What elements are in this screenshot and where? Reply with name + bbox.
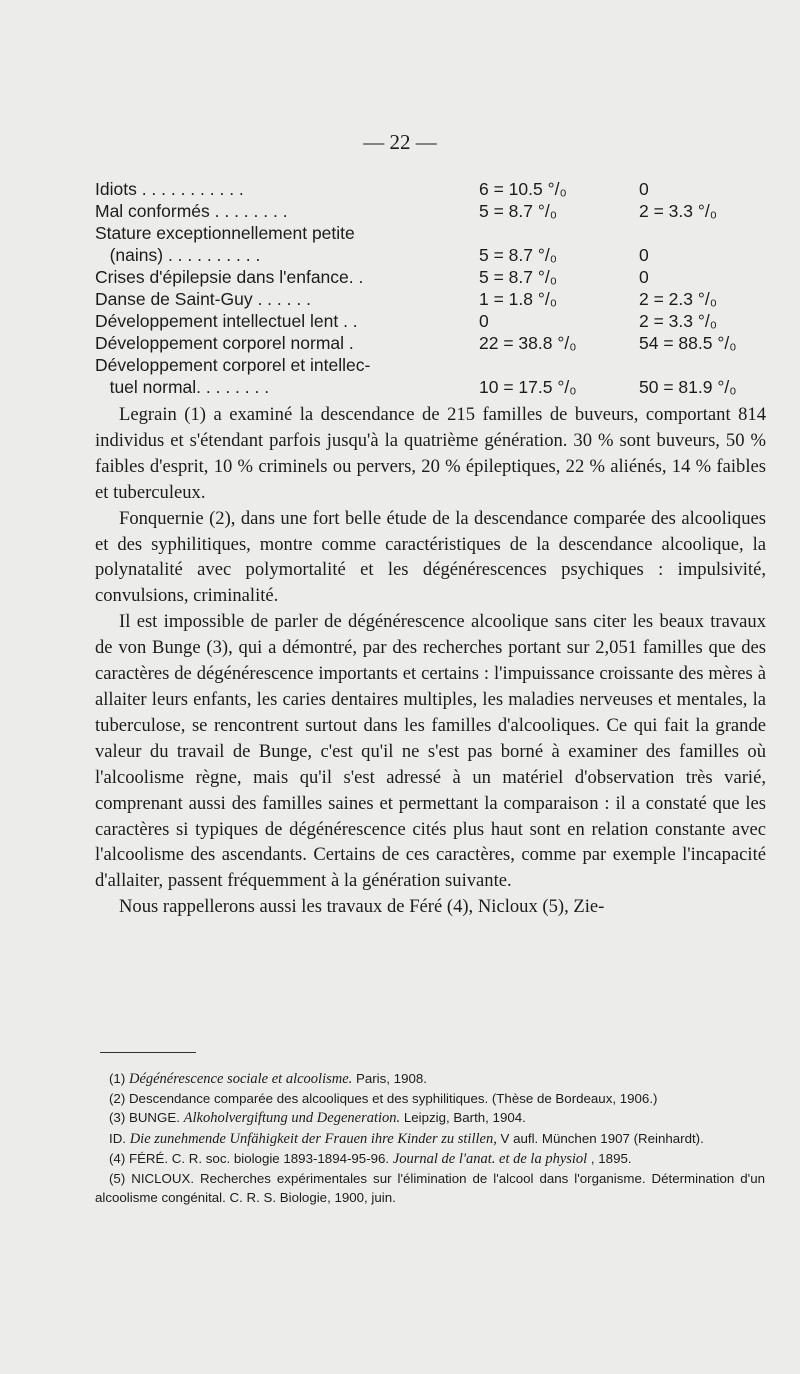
value-col-2: 2 = 3.3 °/₀ — [639, 311, 717, 331]
paragraph-bunge: Il est impossible de parler de dégénérescence alcoolique sans citer les beaux travaux de von Bunge (3), qui a démontré, par des recherches portant sur 2,051 familles que des caractères de dégénérescence importants et certains : l'impuissance croissante des mères à allaiter leurs enfants, les caries dentaires multiples, les maladies nerveuses et mentales, la tuberculose, se rencontrent surtout dans les familles d'alcooliques. Ce qui fait la grande valeur du travail de Bunge, c'est qu'il ne s'est pas borné à examiner des familles où l'alcoolisme règne, mais qu'il s'est adressé à un matériel d'observation très varié, comprenant aussi des familles saines et permettant la comparaison : il a constaté que les caractères si typiques de dégénérescence cités plus haut sont en relation constante avec l'alcoolisme des ascendants. Certains de ces caractères, comme par exemple l'incapacité d'allaiter, passent fréquemment à la génération suivante. — [95, 611, 766, 892]
footnote-3-title: Alkoholvergiftung und Degeneration. — [183, 1110, 401, 1127]
value-col-2: 54 = 88.5 °/₀ — [639, 333, 737, 353]
row-label: Danse de Saint-Guy . . . . . . — [95, 289, 311, 309]
table-row — [95, 178, 775, 200]
footnote-3b-details: V aufl. München 1907 (Reinhardt). — [496, 1130, 704, 1146]
value-col-1: 5 = 8.7 °/₀ — [479, 201, 557, 221]
footnote-5: (5) NICLOUX. Recherches expérimentales sur l'élimination de l'alcool dans l'organisme. Détermination d'un alcoolisme congénital. C. R. S. Biologie, 1900, juin. — [95, 1171, 765, 1206]
footnote-3 — [95, 1108, 765, 1128]
value-col-1: 6 = 10.5 °/₀ — [479, 179, 567, 199]
table-row — [95, 332, 775, 354]
row-label: (nains) . . . . . . . . . . — [95, 245, 261, 265]
footnote-1 — [95, 1069, 765, 1089]
table-row — [95, 288, 775, 310]
table-row — [95, 266, 775, 288]
value-col-1: 5 = 8.7 °/₀ — [479, 267, 557, 287]
paragraph-fere-nicloux: Nous rappellerons aussi les travaux de Féré (4), Nicloux (5), Zie- — [119, 896, 605, 918]
value-col-2: 2 = 3.3 °/₀ — [639, 201, 717, 221]
row-label: Développement intellectuel lent . . — [95, 311, 358, 331]
footnote-3b — [95, 1129, 765, 1149]
footnote-4-author: (4) FÉRÉ. C. R. soc. biologie 1893-1894-95-96. — [109, 1150, 393, 1166]
footnote-3-author: (3) BUNGE. — [109, 1110, 184, 1126]
value-col-2: 2 = 2.3 °/₀ — [639, 289, 717, 309]
row-label: Développement corporel normal . — [95, 333, 354, 353]
value-col-1: 10 = 17.5 °/₀ — [479, 377, 577, 397]
footnote-3-details: Leipzig, Barth, 1904. — [400, 1110, 526, 1126]
body-text — [95, 402, 766, 920]
footnote-1-title: Dégénérescence sociale et alcoolisme. — [128, 1071, 353, 1087]
paragraph-legrain: Legrain (1) a examiné la descendance de 215 familles de buveurs, comportant 814 individus et s'étendant parfois jusqu'à la quatrième génération. 30 % sont buveurs, 50 % faibles d'esprit, 10 % criminels ou pervers, 20 % épileptiques, 22 % aliénés, 14 % faibles et tuberculeux. — [95, 404, 766, 503]
row-label: Idiots . . . . . . . . . . . — [95, 179, 244, 199]
row-label: Mal conformés . . . . . . . . — [95, 201, 288, 221]
value-col-2: 0 — [639, 267, 649, 287]
value-col-1: 22 = 38.8 °/₀ — [479, 333, 577, 353]
footnote-4 — [95, 1149, 765, 1169]
statistics-table — [95, 178, 775, 398]
footnote-1-number: (1) — [109, 1071, 126, 1086]
footnote-4-details: , 1895. — [587, 1150, 632, 1166]
table-row — [95, 354, 775, 376]
footnote-separator — [100, 1052, 196, 1053]
footnote-3b-author: ID. — [109, 1130, 130, 1146]
table-row — [95, 244, 775, 266]
row-label: Stature exceptionnellement petite — [95, 223, 355, 243]
table-row — [95, 222, 775, 244]
row-label: tuel normal. . . . . . . . — [95, 377, 270, 397]
value-col-2: 50 = 81.9 °/₀ — [639, 377, 737, 397]
value-col-1: 5 = 8.7 °/₀ — [479, 245, 557, 265]
table-row — [95, 376, 775, 398]
footnote-2: (2) Descendance comparée des alcooliques et des syphilitiques. (Thèse de Bordeaux, 1906.) — [109, 1091, 658, 1107]
footnote-4-journal: Journal de l'anat. et de la physiol — [392, 1150, 588, 1167]
value-col-1: 1 = 1.8 °/₀ — [479, 289, 557, 309]
table-row — [95, 310, 775, 332]
footnote-3b-title: Die zunehmende Unfähigkeit der Frauen ihre Kinder zu stillen, — [129, 1130, 497, 1147]
footnotes — [95, 1069, 765, 1207]
row-label: Développement corporel et intellec- — [95, 355, 371, 375]
value-col-1: 0 — [479, 311, 489, 331]
page-number: — 22 — — [363, 130, 437, 154]
paragraph-fonquernie: Fonquernie (2), dans une fort belle étude de la descendance comparée des alcooliques et des syphilitiques, montre comme caractéristiques de la descendance alcoolique, la polynatalité avec polymortalité et les dégénérescences psychiques : impulsivité, convulsions, criminalité. — [95, 507, 766, 607]
table-row — [95, 200, 775, 222]
value-col-2: 0 — [639, 245, 649, 265]
row-label: Crises d'épilepsie dans l'enfance. . — [95, 267, 364, 287]
value-col-2: 0 — [639, 179, 649, 199]
footnote-1-details: Paris, 1908. — [352, 1071, 427, 1086]
